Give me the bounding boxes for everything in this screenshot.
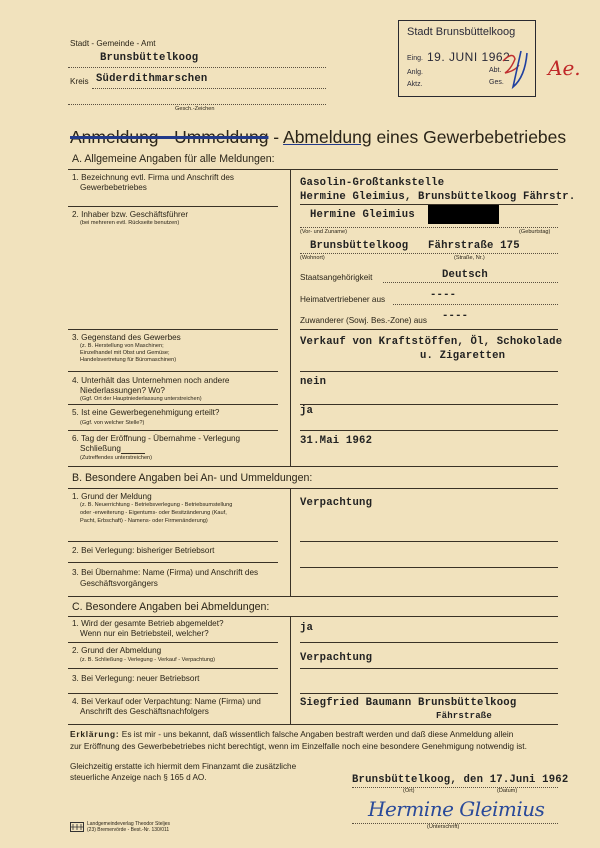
q3-answer1: Verkauf von Kraftstöffen, Öl, Schokolade [300, 336, 563, 348]
stamp-date: 19. JUNI 1962 [427, 50, 511, 64]
c3-label: 3. Bei Verlegung: neuer Betriebsort [72, 674, 200, 683]
title-dash: - [268, 127, 284, 147]
q6-label: 6. Tag der Eröffnung - Übernahme - Verlegung [72, 434, 241, 443]
owner-town: Brunsbüttelkoog [310, 240, 409, 252]
q1-label: 1. Bezeichnung evtl. Firma und Anschrift des [72, 173, 235, 182]
signature-label: (Unterschrift) [427, 824, 460, 830]
c1-answer: ja [300, 622, 314, 634]
stamp-ges-label: Ges. [489, 79, 504, 86]
c4-answer2: Fährstraße [436, 711, 493, 721]
q3-note2: Einzelhandel mit Obst und Gemüse; [80, 350, 170, 356]
b1-note2: oder -erweiterung - Eigentums- oder Besitzänderung (Kauf, [80, 510, 227, 516]
q5-note: (Ggf. von welcher Stelle?) [80, 420, 145, 426]
declaration-bold: Erklärung: [70, 729, 120, 739]
title-struck: Anmeldung - Ummeldung [70, 127, 269, 147]
dotted-line [68, 104, 326, 105]
column-divider [290, 169, 291, 466]
b1-note1: (z. B. Neuerrichtung - Betriebsverlegung - Betriebsumstellung [80, 502, 233, 508]
title-rest: eines Gewerbebetriebes [371, 127, 567, 147]
publisher-line2: (23) Bremervörde - Best.-Nr. 130/011 [87, 827, 170, 833]
ref-label: Gesch.-Zeichen [175, 106, 215, 112]
q4-note: (Ggf. Ort der Hauptniederlassung unterstreichen) [80, 396, 202, 402]
q6-answer: 31.Mai 1962 [300, 435, 373, 447]
q1-answer1: Gasolin-Großtankstelle [300, 177, 445, 189]
b3-label2: Geschäftsvorgängers [80, 579, 158, 588]
migrant-value: ---- [442, 310, 469, 322]
stamp-title: Stadt Brunsbüttelkoog [407, 26, 516, 38]
c2-note: (z. B. Schließung - Verlegung - Verkauf - Verpachtung) [80, 657, 215, 663]
migrant-label: Zuwanderer (Sowj. Bes.-Zone) aus [300, 316, 427, 325]
section-a-heading: A. Allgemeine Angaben für alle Meldungen: [72, 153, 275, 165]
receipt-stamp [398, 20, 536, 97]
expellee-value: ---- [430, 289, 457, 301]
declaration-line2: zur Eröffnung des Gewerbebetriebes nicht berechtigt, wenn im Einzelfalle noch eine besondere Genehmigung notwendig ist. [70, 741, 527, 751]
street-label: (Straße, Nr.) [454, 255, 485, 261]
handwritten-initial: Ae. [548, 56, 581, 80]
q3-answer2: u. Zigaretten [420, 350, 506, 362]
section-b-heading: B. Besondere Angaben bei An- und Ummeldungen: [72, 472, 313, 484]
b2-label: 2. Bei Verlegung: bisheriger Betriebsort [72, 546, 215, 555]
title-selected: Abmeldung [283, 127, 372, 147]
handwritten-mark-icon [499, 47, 531, 93]
q1-label2: Gewerbebetriebes [80, 183, 147, 192]
stamp-aktz-label: Aktz. [407, 81, 423, 88]
q2-label: 2. Inhaber bzw. Geschäftsführer [72, 210, 189, 219]
birth-label: (Geburtstag) [519, 229, 551, 235]
q3-note3: Handelsvertretung für Büromaschinen) [80, 357, 177, 363]
publisher-line1: Landgemeindeverlag Theodor Steljes [87, 821, 171, 827]
b1-label: 1. Grund der Meldung [72, 492, 152, 501]
handwritten-signature: Hermine Gleimius [368, 797, 545, 821]
q2-note: (bei mehreren evtl. Rückseite benutzen) [80, 220, 180, 226]
town-label: (Wohnort) [300, 255, 325, 261]
nationality-label: Staatsangehörigkeit [300, 273, 373, 282]
b1-answer: Verpachtung [300, 497, 373, 509]
stamp-eing-label: Eing. [407, 55, 423, 62]
q5-answer: ja [300, 405, 314, 417]
publisher-logo-icon [70, 822, 84, 832]
place-date: Brunsbüttelkoog, den 17.Juni 1962 [352, 774, 569, 786]
dotted-line [68, 67, 326, 68]
kreis-label: Kreis [70, 77, 89, 86]
q4-label2: Niederlassungen? Wo? [80, 386, 165, 395]
stamp-abt-label: Abt. [489, 67, 502, 74]
declaration-line1 [70, 729, 513, 739]
expellee-label: Heimatvertriebener aus [300, 295, 386, 304]
c2-label: 2. Grund der Abmeldung [72, 646, 162, 655]
nationality-value: Deutsch [442, 269, 488, 281]
tax-note-line2: steuerliche Anzeige nach § 165 d AO. [70, 773, 207, 782]
declaration-text1: Es ist mir - uns bekannt, daß wissentlich falsche Angaben bestraft werden und daß diese Anmeldung allein [119, 729, 514, 739]
c4-label2: Anschrift des Geschäftsnachfolgers [80, 707, 209, 716]
c1-label2: Wenn nur ein Betriebsteil, welcher? [80, 629, 209, 638]
q4-answer: nein [300, 376, 327, 388]
tax-note-line1: Gleichzeitig erstatte ich hiermit dem Finanzamt die zusätzliche [70, 762, 297, 771]
page-title [70, 127, 566, 148]
authority-label: Stadt - Gemeinde - Amt [70, 39, 156, 48]
q4-label: 4. Unterhält das Unternehmen noch andere [72, 376, 230, 385]
q6-note: (Zutreffendes unterstreichen) [80, 455, 153, 461]
q3-note1: (z. B. Herstellung von Maschinen; [80, 343, 164, 349]
b1-note3: Pacht, Erbschaft) - Namens- oder Firmenänderung) [80, 518, 208, 524]
b3-label: 3. Bei Übernahme: Name (Firma) und Anschrift des [72, 568, 259, 577]
q5-label: 5. Ist eine Gewerbegenehmigung erteilt? [72, 408, 220, 417]
kreis-value: Süderdithmarschen [96, 73, 208, 85]
c1-label: 1. Wird der gesamte Betrieb abgemeldet? [72, 619, 224, 628]
authority-value: Brunsbüttelkoog [100, 52, 199, 64]
date-label: (Datum) [497, 788, 518, 794]
name-label: (Vor- und Zuname) [300, 229, 347, 235]
owner-street: Fährstraße 175 [428, 240, 520, 252]
c4-label: 4. Bei Verkauf oder Verpachtung: Name (Firma) und [72, 697, 261, 706]
dotted-line [92, 88, 326, 89]
c4-answer1: Siegfried Baumann Brunsbüttelkoog [300, 697, 517, 709]
section-c-heading: C. Besondere Angaben bei Abmeldungen: [72, 601, 270, 613]
q1-answer2: Hermine Gleimius, Brunsbüttelkoog Fährstr. [300, 191, 576, 203]
q3-label: 3. Gegenstand des Gewerbes [72, 333, 181, 342]
place-label: (Ort) [403, 788, 415, 794]
redaction-box [428, 205, 499, 224]
c2-answer: Verpachtung [300, 652, 373, 664]
owner-name: Hermine Gleimius [310, 209, 415, 221]
stamp-anlg-label: Anlg. [407, 69, 423, 76]
q6-label2: Schließung [80, 444, 121, 453]
